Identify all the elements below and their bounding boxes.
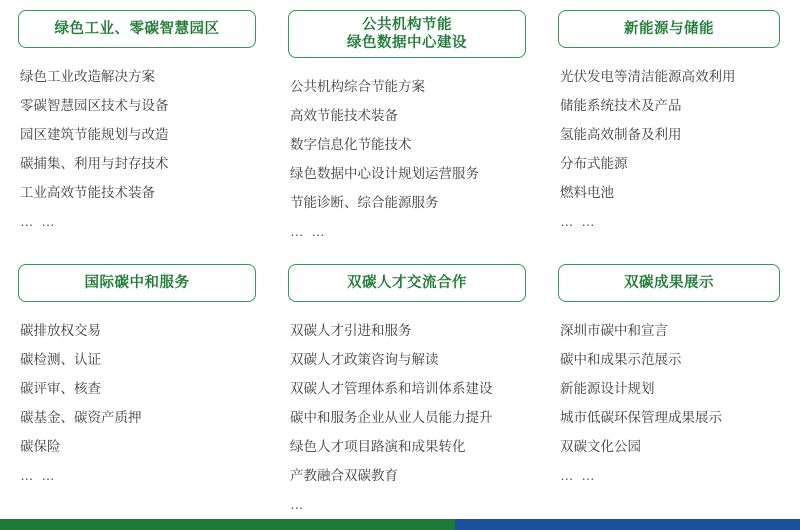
category-heading-line: 公共机构节能 — [362, 17, 452, 33]
list-item-ellipsis: … … — [20, 468, 57, 483]
category-card — [554, 264, 800, 519]
category-card — [14, 264, 276, 519]
category-item-list — [14, 316, 276, 490]
footer-bar-green-segment — [0, 519, 455, 530]
list-item: 双碳文化公园 — [560, 439, 641, 454]
list-item: 储能系统技术及产品 — [560, 98, 682, 113]
list-item: 碳中和服务企业从业人员能力提升 — [290, 410, 493, 425]
category-heading — [558, 10, 780, 48]
list-item-ellipsis: … … — [20, 214, 57, 229]
list-item: 碳基金、碳资产质押 — [20, 410, 142, 425]
list-item: 碳评审、核查 — [20, 381, 101, 396]
category-card — [14, 10, 276, 246]
category-heading-line: 新能源与储能 — [624, 21, 714, 37]
list-item: 分布式能源 — [560, 156, 628, 171]
category-heading-line: 绿色数据中心建设 — [347, 35, 467, 51]
category-heading — [18, 10, 256, 48]
list-item: 新能源设计规划 — [560, 381, 655, 396]
list-item: 碳中和成果示范展示 — [560, 352, 682, 367]
category-heading — [18, 264, 256, 302]
list-item-ellipsis: … … — [290, 224, 327, 239]
list-item: 城市低碳环保管理成果展示 — [560, 410, 722, 425]
category-item-list — [284, 72, 546, 246]
list-item-ellipsis: … — [290, 497, 306, 512]
category-heading-line: 双碳成果展示 — [624, 275, 714, 291]
footer-bar — [0, 519, 800, 530]
category-item-list — [554, 62, 800, 236]
list-item: 节能诊断、综合能源服务 — [290, 195, 439, 210]
list-item: 双碳人才引进和服务 — [290, 323, 412, 338]
list-item: 高效节能技术装备 — [290, 108, 398, 123]
list-item: 光伏发电等清洁能源高效利用 — [560, 69, 736, 84]
list-item: 氢能高效制备及利用 — [560, 127, 682, 142]
list-item: 公共机构综合节能方案 — [290, 79, 425, 94]
list-item: 产教融合双碳教育 — [290, 468, 398, 483]
list-item-ellipsis: … … — [560, 468, 597, 483]
list-item: 碳排放权交易 — [20, 323, 101, 338]
category-card — [554, 10, 800, 246]
list-item: 数字信息化节能技术 — [290, 137, 412, 152]
category-grid — [14, 10, 786, 519]
category-card — [284, 264, 546, 519]
list-item: 碳检测、认证 — [20, 352, 101, 367]
list-item: 碳保险 — [20, 439, 61, 454]
category-heading — [288, 264, 526, 302]
category-heading-line: 双碳人才交流合作 — [347, 275, 467, 291]
category-heading-line: 国际碳中和服务 — [84, 275, 190, 291]
list-item: 深圳市碳中和宣言 — [560, 323, 668, 338]
footer-bar-blue-segment — [455, 519, 800, 530]
category-item-list — [14, 62, 276, 236]
category-heading — [558, 264, 780, 302]
category-card — [284, 10, 546, 246]
list-item: 绿色工业改造解决方案 — [20, 69, 155, 84]
category-item-list — [554, 316, 800, 490]
list-item: 绿色人才项目路演和成果转化 — [290, 439, 466, 454]
list-item: 零碳智慧园区技术与设备 — [20, 98, 169, 113]
list-item-ellipsis: … … — [560, 214, 597, 229]
list-item: 双碳人才管理体系和培训体系建设 — [290, 381, 493, 396]
list-item: 工业高效节能技术装备 — [20, 185, 155, 200]
list-item: 绿色数据中心设计规划运营服务 — [290, 166, 479, 181]
list-item: 双碳人才政策咨询与解读 — [290, 352, 439, 367]
category-item-list — [284, 316, 546, 519]
category-heading-line: 绿色工业、零碳智慧园区 — [54, 21, 220, 37]
list-item: 碳捕集、利用与封存技术 — [20, 156, 169, 171]
category-heading — [288, 10, 526, 58]
list-item: 燃料电池 — [560, 185, 614, 200]
list-item: 园区建筑节能规划与改造 — [20, 127, 169, 142]
